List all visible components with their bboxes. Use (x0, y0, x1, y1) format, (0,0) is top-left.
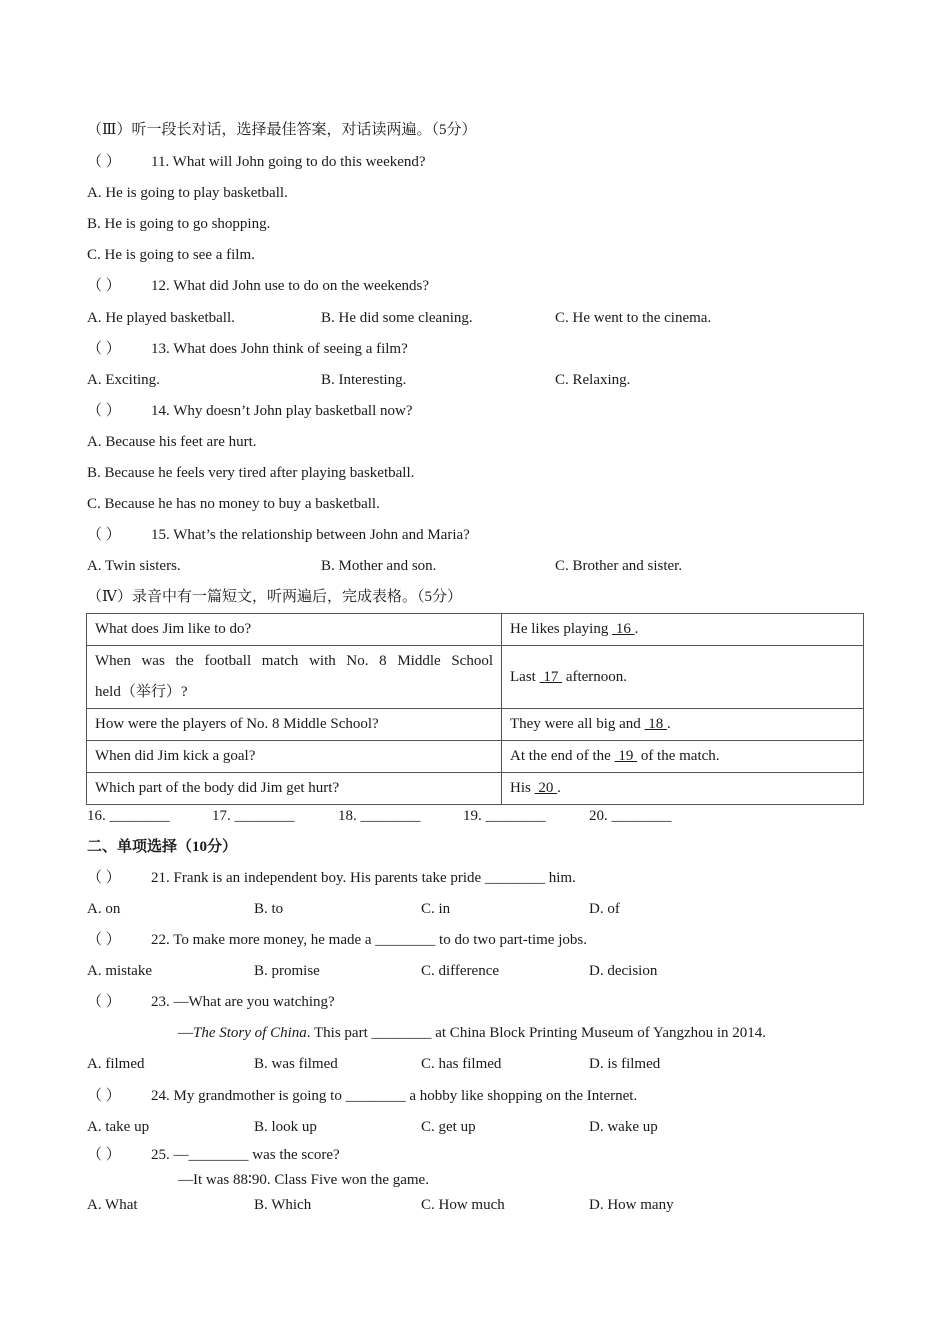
option-13c[interactable]: C. Relaxing. (555, 372, 631, 388)
option-25c[interactable]: C. How much (421, 1197, 505, 1213)
option-22c[interactable]: C. difference (421, 963, 500, 979)
question-14 (87, 401, 413, 421)
question-line-1: When was the football match with No. 8 Middle School (95, 653, 493, 669)
question-25 (87, 1145, 340, 1165)
question-13 (87, 339, 408, 359)
option-15c[interactable]: C. Brother and sister. (555, 558, 683, 574)
blank-16[interactable]: 16 (612, 621, 635, 637)
question-23 (87, 992, 335, 1012)
option-22d[interactable]: D. decision (589, 963, 658, 979)
section3-heading: （Ⅲ）听一段长对话，选择最佳答案，对话读两遍。（5分） (87, 122, 477, 138)
answer-bracket[interactable]: （ ） (87, 278, 121, 294)
answer-bracket[interactable]: （ ） (87, 527, 121, 543)
answer-suffix: . (634, 621, 639, 637)
option-25d[interactable]: D. How many (589, 1197, 674, 1213)
answer-bracket[interactable]: （ ） (87, 994, 121, 1010)
answer-bracket[interactable]: （ ） (87, 341, 121, 357)
option-22a[interactable]: A. mistake (87, 963, 152, 979)
option-11b[interactable]: B. He is going to go shopping. (87, 216, 271, 232)
option-24d[interactable]: D. wake up (589, 1119, 658, 1135)
table-row (87, 614, 864, 646)
answer-bracket[interactable]: （ ） (87, 403, 121, 419)
question-stem: 11. What will John going to do this weekend? (151, 154, 426, 170)
option-24c[interactable]: C. get up (421, 1119, 476, 1135)
listening-table (86, 613, 864, 805)
question-22 (87, 930, 587, 950)
option-13a[interactable]: A. Exciting. (87, 372, 160, 388)
title-italic: The Story of China (193, 1025, 307, 1041)
section4-heading: （Ⅳ）录音中有一篇短文，听两遍后，完成表格。（5分） (87, 589, 462, 605)
option-12a[interactable]: A. He played basketball. (87, 310, 235, 326)
answer-blank-20[interactable]: 20. ________ (589, 808, 672, 824)
option-14c[interactable]: C. Because he has no money to buy a basketball. (87, 496, 380, 512)
part2-heading: 二、单项选择（10分） (87, 839, 238, 855)
question-stem: 13. What does John think of seeing a film? (151, 341, 408, 357)
question-stem: 14. Why doesn’t John play basketball now? (151, 403, 413, 419)
table-question: Which part of the body did Jim get hurt? (87, 773, 502, 805)
blank-20[interactable]: 20 (534, 780, 558, 796)
question-stem: 12. What did John use to do on the weekends? (151, 278, 430, 294)
answer-blank-19[interactable]: 19. ________ (463, 808, 546, 824)
question-line-2: held（举行）? (95, 684, 188, 700)
table-question: What does Jim like to do? (87, 614, 502, 646)
table-row (87, 741, 864, 773)
question-stem: 24. My grandmother is going to ________ a hobby like shopping on the Internet. (151, 1088, 638, 1104)
option-21a[interactable]: A. on (87, 901, 121, 917)
question-stem: 25. —________ was the score? (151, 1147, 340, 1163)
table-answer (502, 773, 864, 805)
question-stem: 22. To make more money, he made a ________ to do two part-time jobs. (151, 932, 587, 948)
question-25-dialogue: —It was 88∶90. Class Five won the game. (178, 1172, 429, 1188)
option-23d[interactable]: D. is filmed (589, 1056, 661, 1072)
answer-bracket[interactable]: （ ） (87, 1147, 121, 1163)
option-23b[interactable]: B. was filmed (254, 1056, 338, 1072)
answer-prefix: His (510, 780, 535, 796)
blank-18[interactable]: 18 (644, 716, 668, 732)
option-13b[interactable]: B. Interesting. (321, 372, 407, 388)
option-25a[interactable]: A. What (87, 1197, 138, 1213)
table-row (87, 773, 864, 805)
answer-bracket[interactable]: （ ） (87, 932, 121, 948)
option-25b[interactable]: B. Which (254, 1197, 312, 1213)
option-24b[interactable]: B. look up (254, 1119, 317, 1135)
answer-blank-17[interactable]: 17. ________ (212, 808, 295, 824)
question-15 (87, 525, 470, 545)
option-21d[interactable]: D. of (589, 901, 620, 917)
answer-bracket[interactable]: （ ） (87, 154, 121, 170)
question-21 (87, 868, 576, 888)
answer-bracket[interactable]: （ ） (87, 870, 121, 886)
option-22b[interactable]: B. promise (254, 963, 320, 979)
answer-prefix: At the end of the (510, 748, 615, 764)
option-12b[interactable]: B. He did some cleaning. (321, 310, 473, 326)
table-row (87, 709, 864, 741)
dialogue-text: . This part ________ at China Block Printing Museum of Yangzhou in 2014. (306, 1025, 767, 1041)
answer-blank-16[interactable]: 16. ________ (87, 808, 170, 824)
table-answer (502, 709, 864, 741)
option-21c[interactable]: C. in (421, 901, 451, 917)
question-11 (87, 152, 426, 172)
question-12 (87, 276, 429, 296)
table-question (87, 646, 502, 709)
answer-prefix: They were all big and (510, 716, 645, 732)
answer-prefix: Last (510, 668, 540, 685)
answer-suffix: of the match. (637, 748, 720, 764)
answer-suffix: afternoon. (562, 668, 628, 685)
blank-17[interactable]: 17 (539, 668, 563, 685)
option-14b[interactable]: B. Because he feels very tired after playing basketball. (87, 465, 415, 481)
answer-suffix: . (557, 780, 561, 796)
option-15a[interactable]: A. Twin sisters. (87, 558, 181, 574)
table-answer (502, 741, 864, 773)
option-15b[interactable]: B. Mother and son. (321, 558, 437, 574)
option-14a[interactable]: A. Because his feet are hurt. (87, 434, 257, 450)
answer-bracket[interactable]: （ ） (87, 1088, 121, 1104)
table-answer (502, 646, 864, 709)
question-24 (87, 1086, 637, 1106)
blank-19[interactable]: 19 (614, 748, 638, 764)
option-24a[interactable]: A. take up (87, 1119, 150, 1135)
option-23a[interactable]: A. filmed (87, 1056, 145, 1072)
option-11c[interactable]: C. He is going to see a film. (87, 247, 255, 263)
question-23-dialogue (178, 1023, 766, 1043)
table-row (87, 646, 864, 709)
question-stem: 15. What’s the relationship between John and Maria? (151, 527, 470, 543)
question-stem: 23. —What are you watching? (151, 994, 335, 1010)
option-21b[interactable]: B. to (254, 901, 284, 917)
answer-prefix: He likes playing (510, 621, 613, 637)
option-11a[interactable]: A. He is going to play basketball. (87, 185, 288, 201)
answer-suffix: . (667, 716, 671, 732)
table-question: When did Jim kick a goal? (87, 741, 502, 773)
table-question: How were the players of No. 8 Middle School? (87, 709, 502, 741)
question-stem: 21. Frank is an independent boy. His parents take pride ________ him. (151, 870, 576, 886)
option-12c[interactable]: C. He went to the cinema. (555, 310, 712, 326)
table-answer (502, 614, 864, 646)
option-23c[interactable]: C. has filmed (421, 1056, 502, 1072)
dash: — (178, 1025, 193, 1041)
answer-blank-18[interactable]: 18. ________ (338, 808, 421, 824)
